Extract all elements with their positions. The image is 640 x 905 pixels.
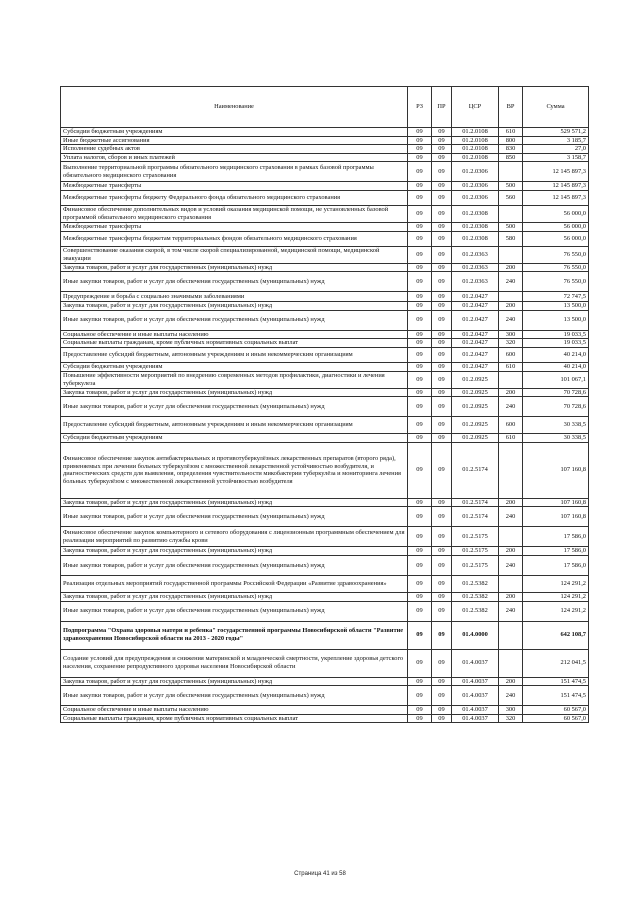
table-row [61, 128, 589, 137]
table-row [61, 527, 589, 547]
cell-rz: 09 [408, 231, 432, 246]
cell-sum: 3 158,7 [523, 153, 589, 162]
cell-name: Иные бюджетные ассигнования [61, 136, 408, 145]
cell-pr: 09 [432, 302, 452, 311]
cell-name: Иные закупки товаров, работ и услуг для обеспечения государственных (муниципальных) нужд [61, 272, 408, 292]
cell-pr: 09 [432, 601, 452, 621]
cell-pr: 09 [432, 498, 452, 507]
table-row [61, 182, 589, 191]
cell-vr: 200 [499, 547, 523, 556]
cell-sum: 40 214,0 [523, 362, 589, 371]
cell-sum: 76 550,0 [523, 246, 589, 263]
cell-csr: 01.2.0306 [452, 182, 499, 191]
cell-sum: 124 291,2 [523, 601, 589, 621]
cell-sum: 30 338,5 [523, 434, 589, 443]
cell-csr: 01.4.0000 [452, 621, 499, 649]
table-row [61, 145, 589, 154]
table-row [61, 397, 589, 417]
cell-vr: 320 [499, 714, 523, 723]
cell-name: Закупка товаров, работ и услуг для государственных (муниципальных) нужд [61, 302, 408, 311]
cell-csr: 01.2.0925 [452, 397, 499, 417]
cell-name: Иные закупки товаров, работ и услуг для обеспечения государственных (муниципальных) нужд [61, 686, 408, 706]
table-row [61, 371, 589, 388]
cell-pr: 09 [432, 182, 452, 191]
cell-csr: 01.2.5382 [452, 592, 499, 601]
cell-csr: 01.2.5175 [452, 555, 499, 575]
header-name: Наименование [61, 87, 408, 128]
cell-vr: 200 [499, 388, 523, 397]
cell-pr: 09 [432, 145, 452, 154]
cell-name: Финансовое обеспечение закупок компьютерного и сетевого оборудования с лицензионным программным обеспечением для реализации мероприятий по развитию службы крови [61, 527, 408, 547]
cell-csr: 01.2.5174 [452, 498, 499, 507]
header-rz: РЗ [408, 87, 432, 128]
cell-vr: 800 [499, 136, 523, 145]
cell-csr: 01.2.0427 [452, 362, 499, 371]
table-row [61, 153, 589, 162]
cell-name: Реализация отдельных мероприятий государственной программы Российской Федерации «Развитие здравоохранения» [61, 575, 408, 592]
table-row [61, 555, 589, 575]
cell-vr: 610 [499, 434, 523, 443]
table-row [61, 292, 589, 302]
cell-pr: 09 [432, 714, 452, 723]
cell-pr: 09 [432, 339, 452, 348]
cell-rz: 09 [408, 397, 432, 417]
cell-name: Совершенствование оказания скорой, в том числе скорой специализированной, медицинской помощи, медицинской эвакуации [61, 246, 408, 263]
cell-rz: 09 [408, 153, 432, 162]
cell-sum: 12 145 897,3 [523, 190, 589, 205]
cell-csr: 01.2.0108 [452, 145, 499, 154]
cell-rz: 09 [408, 417, 432, 434]
cell-csr: 01.2.0925 [452, 417, 499, 434]
cell-rz: 09 [408, 190, 432, 205]
cell-pr: 09 [432, 362, 452, 371]
cell-sum: 107 160,8 [523, 498, 589, 507]
table-row [61, 434, 589, 443]
cell-sum: 72 747,5 [523, 292, 589, 302]
header-pr: ПР [432, 87, 452, 128]
cell-vr: 830 [499, 145, 523, 154]
cell-sum: 60 567,0 [523, 706, 589, 715]
cell-pr: 09 [432, 677, 452, 686]
cell-pr: 09 [432, 575, 452, 592]
cell-pr: 09 [432, 330, 452, 339]
table-row [61, 442, 589, 498]
cell-vr: 200 [499, 677, 523, 686]
cell-rz: 09 [408, 547, 432, 556]
cell-name: Иные закупки товаров, работ и услуг для обеспечения государственных (муниципальных) нужд [61, 397, 408, 417]
cell-csr: 01.2.0108 [452, 128, 499, 137]
cell-vr: 320 [499, 339, 523, 348]
cell-csr: 01.2.0427 [452, 302, 499, 311]
cell-name: Закупка товаров, работ и услуг для государственных (муниципальных) нужд [61, 263, 408, 272]
cell-pr: 09 [432, 371, 452, 388]
table-row [61, 706, 589, 715]
cell-name: Выполнение территориальной программы обязательного медицинского страхования в рамках базовой программы обязательного медицинского страхования [61, 162, 408, 182]
cell-csr: 01.2.5174 [452, 507, 499, 527]
cell-name: Межбюджетные трансферты бюджетам территориальных фондов обязательного медицинского страхования [61, 231, 408, 246]
cell-name: Закупка товаров, работ и услуг для государственных (муниципальных) нужд [61, 498, 408, 507]
cell-rz: 09 [408, 706, 432, 715]
cell-csr: 01.2.0306 [452, 162, 499, 182]
cell-rz: 09 [408, 507, 432, 527]
cell-csr: 01.2.0925 [452, 371, 499, 388]
cell-pr: 09 [432, 347, 452, 362]
cell-pr: 09 [432, 136, 452, 145]
cell-vr: 200 [499, 498, 523, 507]
cell-name: Подпрограмма "Охрана здоровья матери и ребенка" государственной программы Новосибирской области "Развитие здравоохранения Новосибирской области на 2013 - 2020 годы" [61, 621, 408, 649]
cell-rz: 09 [408, 205, 432, 222]
cell-name: Социальные выплаты гражданам, кроме публичных нормативных социальных выплат [61, 339, 408, 348]
cell-sum: 212 041,5 [523, 649, 589, 677]
cell-rz: 09 [408, 310, 432, 330]
cell-name: Финансовое обеспечение закупок антибактериальных и противотуберкулёзных лекарственных препаратов (второго ряда), применяемых при лечении больных туберкулёзом с множественной лекарственной устойчивостью возбудителя, и диагностических средств для выявления, определения чувствительности микобактерии туберкулёза и мониторинга лечения больных туберкулёзом с множественной лекарственной устойчивостью возбудителя [61, 442, 408, 498]
cell-name: Исполнение судебных актов [61, 145, 408, 154]
cell-sum: 27,0 [523, 145, 589, 154]
table-row [61, 547, 589, 556]
cell-rz: 09 [408, 272, 432, 292]
cell-rz: 09 [408, 347, 432, 362]
budget-table-sheet [60, 86, 588, 723]
table-row [61, 507, 589, 527]
cell-csr: 01.2.0427 [452, 339, 499, 348]
table-row [61, 231, 589, 246]
cell-rz: 09 [408, 246, 432, 263]
cell-pr: 09 [432, 246, 452, 263]
cell-sum: 101 067,1 [523, 371, 589, 388]
cell-rz: 09 [408, 292, 432, 302]
cell-name: Иные закупки товаров, работ и услуг для обеспечения государственных (муниципальных) нужд [61, 310, 408, 330]
cell-sum: 40 214,0 [523, 347, 589, 362]
cell-rz: 09 [408, 222, 432, 231]
cell-vr: 240 [499, 601, 523, 621]
cell-rz: 09 [408, 339, 432, 348]
cell-name: Предупреждение и борьба с социально значимыми заболеваниями [61, 292, 408, 302]
cell-rz: 09 [408, 677, 432, 686]
cell-name: Повышение эффективности мероприятий по внедрению современных методов профилактики, диагностики и лечения туберкулеза [61, 371, 408, 388]
cell-sum: 17 586,0 [523, 547, 589, 556]
cell-vr [499, 527, 523, 547]
cell-vr [499, 442, 523, 498]
table-row [61, 621, 589, 649]
cell-pr: 09 [432, 222, 452, 231]
cell-sum: 76 550,0 [523, 263, 589, 272]
cell-sum: 76 550,0 [523, 272, 589, 292]
cell-rz: 09 [408, 330, 432, 339]
cell-sum: 60 567,0 [523, 714, 589, 723]
cell-rz: 09 [408, 575, 432, 592]
header-sum: Сумма [523, 87, 589, 128]
cell-sum: 107 160,8 [523, 507, 589, 527]
cell-csr: 01.2.0427 [452, 310, 499, 330]
cell-name: Межбюджетные трансферты [61, 222, 408, 231]
cell-vr: 240 [499, 397, 523, 417]
cell-sum: 70 728,6 [523, 388, 589, 397]
cell-rz: 09 [408, 182, 432, 191]
cell-sum: 56 000,0 [523, 222, 589, 231]
cell-sum: 12 145 897,3 [523, 162, 589, 182]
cell-name: Иные закупки товаров, работ и услуг для обеспечения государственных (муниципальных) нужд [61, 601, 408, 621]
cell-pr: 09 [432, 310, 452, 330]
cell-csr: 01.2.0108 [452, 136, 499, 145]
cell-csr: 01.2.0108 [452, 153, 499, 162]
table-row [61, 302, 589, 311]
cell-vr: 560 [499, 190, 523, 205]
cell-vr: 580 [499, 231, 523, 246]
cell-sum: 3 185,7 [523, 136, 589, 145]
cell-pr: 09 [432, 621, 452, 649]
table-row [61, 246, 589, 263]
cell-pr: 09 [432, 547, 452, 556]
cell-vr: 500 [499, 222, 523, 231]
cell-pr: 09 [432, 417, 452, 434]
cell-pr: 09 [432, 555, 452, 575]
cell-pr: 09 [432, 263, 452, 272]
cell-vr: 600 [499, 347, 523, 362]
cell-sum: 19 033,5 [523, 339, 589, 348]
table-row [61, 205, 589, 222]
cell-rz: 09 [408, 302, 432, 311]
cell-pr: 09 [432, 272, 452, 292]
cell-csr: 01.4.0037 [452, 686, 499, 706]
cell-name: Иные закупки товаров, работ и услуг для обеспечения государственных (муниципальных) нужд [61, 555, 408, 575]
cell-pr: 09 [432, 162, 452, 182]
cell-vr: 200 [499, 263, 523, 272]
cell-vr: 610 [499, 362, 523, 371]
cell-vr [499, 292, 523, 302]
cell-sum: 529 571,2 [523, 128, 589, 137]
cell-sum: 56 000,0 [523, 205, 589, 222]
cell-sum: 19 033,5 [523, 330, 589, 339]
cell-vr: 240 [499, 686, 523, 706]
cell-vr: 240 [499, 310, 523, 330]
cell-pr: 09 [432, 397, 452, 417]
cell-csr: 01.2.5382 [452, 601, 499, 621]
cell-name: Межбюджетные трансферты [61, 182, 408, 191]
table-row [61, 272, 589, 292]
cell-sum: 642 108,7 [523, 621, 589, 649]
table-row [61, 714, 589, 723]
cell-vr: 240 [499, 507, 523, 527]
cell-sum: 12 145 897,3 [523, 182, 589, 191]
cell-vr: 200 [499, 302, 523, 311]
cell-pr: 09 [432, 527, 452, 547]
cell-vr: 610 [499, 128, 523, 137]
cell-name: Уплата налогов, сборов и иных платежей [61, 153, 408, 162]
cell-sum: 151 474,5 [523, 677, 589, 686]
cell-rz: 09 [408, 555, 432, 575]
cell-sum: 151 474,5 [523, 686, 589, 706]
cell-pr: 09 [432, 592, 452, 601]
cell-name: Создание условий для предупреждения и снижения материнской и младенческой смертности, укрепление здоровья детского населения, сохранение репродуктивного здоровья населения Новосибирской области [61, 649, 408, 677]
cell-pr: 09 [432, 442, 452, 498]
table-header-row [61, 87, 589, 128]
cell-pr: 09 [432, 507, 452, 527]
cell-csr: 01.2.0363 [452, 272, 499, 292]
cell-csr: 01.4.0037 [452, 649, 499, 677]
cell-csr: 01.2.0363 [452, 263, 499, 272]
cell-name: Предоставление субсидий бюджетным, автономным учреждениям и иным некоммерческим организациям [61, 417, 408, 434]
cell-rz: 09 [408, 527, 432, 547]
table-row [61, 310, 589, 330]
cell-csr: 01.2.0925 [452, 388, 499, 397]
cell-csr: 01.2.0427 [452, 330, 499, 339]
cell-name: Субсидии бюджетным учреждениям [61, 434, 408, 443]
table-row [61, 136, 589, 145]
cell-name: Субсидии бюджетным учреждениям [61, 362, 408, 371]
cell-vr: 200 [499, 592, 523, 601]
cell-rz: 09 [408, 601, 432, 621]
cell-csr: 01.4.0037 [452, 714, 499, 723]
cell-vr [499, 246, 523, 263]
table-row [61, 263, 589, 272]
cell-csr: 01.4.0037 [452, 706, 499, 715]
cell-csr: 01.2.5174 [452, 442, 499, 498]
table-row [61, 388, 589, 397]
cell-rz: 09 [408, 498, 432, 507]
cell-csr: 01.2.0363 [452, 246, 499, 263]
table-row [61, 362, 589, 371]
cell-rz: 09 [408, 162, 432, 182]
cell-csr: 01.2.0308 [452, 222, 499, 231]
cell-name: Иные закупки товаров, работ и услуг для обеспечения государственных (муниципальных) нужд [61, 507, 408, 527]
cell-csr: 01.2.5382 [452, 575, 499, 592]
table-body [61, 128, 589, 723]
table-row [61, 417, 589, 434]
cell-name: Предоставление субсидий бюджетным, автономным учреждениям и иным некоммерческим организациям [61, 347, 408, 362]
cell-rz: 09 [408, 434, 432, 443]
table-row [61, 190, 589, 205]
header-vr: ВР [499, 87, 523, 128]
cell-pr: 09 [432, 190, 452, 205]
cell-sum: 13 500,0 [523, 302, 589, 311]
cell-vr: 850 [499, 153, 523, 162]
cell-vr: 500 [499, 182, 523, 191]
cell-sum: 107 160,8 [523, 442, 589, 498]
table-row [61, 347, 589, 362]
cell-vr [499, 649, 523, 677]
table-row [61, 686, 589, 706]
table-row [61, 677, 589, 686]
cell-sum: 70 728,6 [523, 397, 589, 417]
cell-vr: 300 [499, 330, 523, 339]
cell-csr: 01.2.5175 [452, 527, 499, 547]
cell-rz: 09 [408, 686, 432, 706]
cell-rz: 09 [408, 362, 432, 371]
cell-name: Социальное обеспечение и иные выплаты населению [61, 330, 408, 339]
cell-rz: 09 [408, 714, 432, 723]
cell-rz: 09 [408, 263, 432, 272]
cell-sum: 30 338,5 [523, 417, 589, 434]
cell-name: Финансовое обеспечение дополнительных видов и условий оказания медицинской помощи, не установленных базовой программой обязательного медицинского страхования [61, 205, 408, 222]
cell-name: Закупка товаров, работ и услуг для государственных (муниципальных) нужд [61, 677, 408, 686]
cell-pr: 09 [432, 434, 452, 443]
table-row [61, 575, 589, 592]
cell-name: Субсидии бюджетным учреждениям [61, 128, 408, 137]
cell-sum: 17 586,0 [523, 555, 589, 575]
cell-pr: 09 [432, 205, 452, 222]
cell-rz: 09 [408, 592, 432, 601]
page-number: Страница 41 из 58 [294, 871, 346, 877]
cell-name: Закупка товаров, работ и услуг для государственных (муниципальных) нужд [61, 547, 408, 556]
cell-pr: 09 [432, 388, 452, 397]
cell-csr: 01.2.0427 [452, 292, 499, 302]
cell-vr [499, 162, 523, 182]
cell-name: Социальное обеспечение и иные выплаты населению [61, 706, 408, 715]
cell-name: Закупка товаров, работ и услуг для государственных (муниципальных) нужд [61, 388, 408, 397]
cell-rz: 09 [408, 442, 432, 498]
table-row [61, 592, 589, 601]
cell-rz: 09 [408, 145, 432, 154]
cell-sum: 124 291,2 [523, 575, 589, 592]
budget-table [60, 86, 589, 723]
cell-rz: 09 [408, 371, 432, 388]
cell-pr: 09 [432, 153, 452, 162]
cell-csr: 01.2.0308 [452, 231, 499, 246]
cell-csr: 01.2.0306 [452, 190, 499, 205]
cell-vr [499, 371, 523, 388]
cell-vr [499, 205, 523, 222]
table-row [61, 649, 589, 677]
cell-pr: 09 [432, 128, 452, 137]
cell-pr: 09 [432, 686, 452, 706]
cell-sum: 56 000,0 [523, 231, 589, 246]
table-row [61, 222, 589, 231]
cell-vr [499, 621, 523, 649]
cell-rz: 09 [408, 128, 432, 137]
table-row [61, 498, 589, 507]
table-row [61, 601, 589, 621]
header-csr: ЦСР [452, 87, 499, 128]
cell-pr: 09 [432, 292, 452, 302]
cell-vr: 300 [499, 706, 523, 715]
cell-sum: 13 500,0 [523, 310, 589, 330]
table-row [61, 162, 589, 182]
cell-name: Межбюджетные трансферты бюджету Федерального фонда обязательного медицинского страхования [61, 190, 408, 205]
cell-rz: 09 [408, 649, 432, 677]
cell-rz: 09 [408, 388, 432, 397]
cell-rz: 09 [408, 136, 432, 145]
cell-pr: 09 [432, 649, 452, 677]
cell-vr [499, 575, 523, 592]
cell-sum: 17 586,0 [523, 527, 589, 547]
cell-vr: 240 [499, 555, 523, 575]
cell-name: Закупка товаров, работ и услуг для государственных (муниципальных) нужд [61, 592, 408, 601]
cell-csr: 01.4.0037 [452, 677, 499, 686]
table-row [61, 339, 589, 348]
table-row [61, 330, 589, 339]
cell-csr: 01.2.0308 [452, 205, 499, 222]
cell-csr: 01.2.5175 [452, 547, 499, 556]
cell-vr: 600 [499, 417, 523, 434]
cell-name: Социальные выплаты гражданам, кроме публичных нормативных социальных выплат [61, 714, 408, 723]
cell-rz: 09 [408, 621, 432, 649]
cell-csr: 01.2.0925 [452, 434, 499, 443]
cell-csr: 01.2.0427 [452, 347, 499, 362]
cell-pr: 09 [432, 231, 452, 246]
cell-pr: 09 [432, 706, 452, 715]
cell-sum: 124 291,2 [523, 592, 589, 601]
cell-vr: 240 [499, 272, 523, 292]
